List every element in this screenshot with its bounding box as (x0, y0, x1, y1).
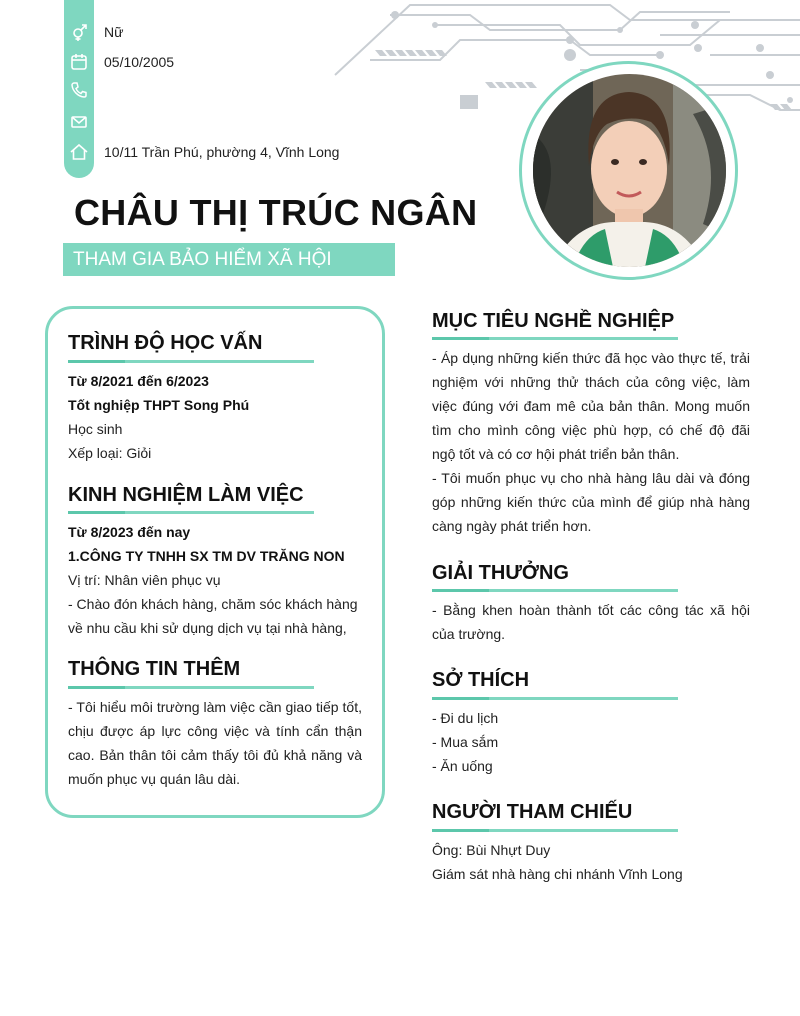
awards-title: GIẢI THƯỞNG (432, 562, 569, 584)
mail-icon (70, 113, 88, 131)
reference-title: NGƯỜI THAM CHIẾU (432, 801, 633, 823)
hobby-item: - Ăn uống (432, 758, 493, 774)
more-info-text: - Tôi hiểu môi trường làm việc cần giao tiếp tốt, chịu được áp lực công việc và tính cẩn thận cao. Bản thân tôi cảm thấy tôi đủ khả năng và muốn phục vụ quán lâu dài. (68, 699, 362, 787)
hobby-item: - Đi du lịch (432, 710, 499, 726)
education-status: Học sinh (68, 421, 123, 437)
experience-period: Từ 8/2023 đến nay (68, 524, 191, 540)
profile-photo (533, 74, 726, 267)
gender-text: Nữ (104, 24, 124, 40)
reference-divider (432, 829, 678, 832)
objective-title: MỤC TIÊU NGHỀ NGHIỆP (432, 310, 675, 332)
awards-text: - Bằng khen hoàn thành tốt các công tác xã hội của trường. (432, 602, 750, 642)
objective-divider (432, 337, 678, 340)
more-info-title: THÔNG TIN THÊM (68, 658, 241, 680)
hobby-item: - Mua sắm (432, 734, 499, 750)
hobbies-divider (432, 697, 678, 700)
awards-divider (432, 589, 678, 592)
education-period: Từ 8/2021 đến 6/2023 (68, 373, 209, 389)
more-info-divider (68, 686, 314, 689)
phone-icon (70, 81, 88, 99)
objective-paragraph-1: - Áp dụng những kiến thức đã học vào thực tế, trải nghiệm với những thử thách của công việc, làm việc đúng với đam mê của bản thân. Mong muốn tìm cho mình công việc phù hợp, có chế độ đãi ngộ tốt và có cơ hội phát triển bản thân. (432, 350, 750, 462)
experience-title: KINH NGHIỆM LÀM VIỆC (68, 484, 304, 506)
objective-text (432, 346, 750, 538)
calendar-icon (70, 53, 88, 71)
objective-paragraph-2: - Tôi muốn phục vụ cho nhà hàng lâu dài và đóng góp những kiến thức của mình để giúp nhà hàng càng ngày phát triển hơn. (432, 470, 750, 534)
education-grade: Xếp loại: Giỏi (68, 445, 152, 461)
education-divider (68, 360, 314, 363)
birthday-text: 05/10/2005 (104, 54, 175, 70)
experience-position: Vị trí: Nhân viên phục vụ (68, 572, 221, 588)
experience-divider (68, 511, 314, 514)
candidate-name: CHÂU THỊ TRÚC NGÂN (74, 192, 478, 233)
reference-position: Giám sát nhà hàng chi nhánh Vĩnh Long (432, 866, 683, 882)
job-role-banner: THAM GIA BẢO HIỂM XÃ HỘI (63, 243, 395, 276)
address-text: 10/11 Trần Phú, phường 4, Vĩnh Long (104, 144, 340, 160)
gender-icon (70, 23, 88, 41)
experience-duty-line1: - Chào đón khách hàng, chăm sóc khách hàng (68, 596, 358, 612)
experience-company: 1.CÔNG TY TNHH SX TM DV TRĂNG NON (68, 548, 345, 564)
home-icon (70, 143, 88, 161)
hobbies-title: SỞ THÍCH (432, 669, 530, 691)
education-school: Tốt nghiệp THPT Song Phú (68, 397, 250, 413)
reference-name: Ông: Bùi Nhựt Duy (432, 842, 551, 858)
experience-duty-line2: về nhu cầu khi sử dụng dịch vụ tại nhà hàng, (68, 620, 347, 636)
education-title: TRÌNH ĐỘ HỌC VẤN (68, 332, 263, 354)
